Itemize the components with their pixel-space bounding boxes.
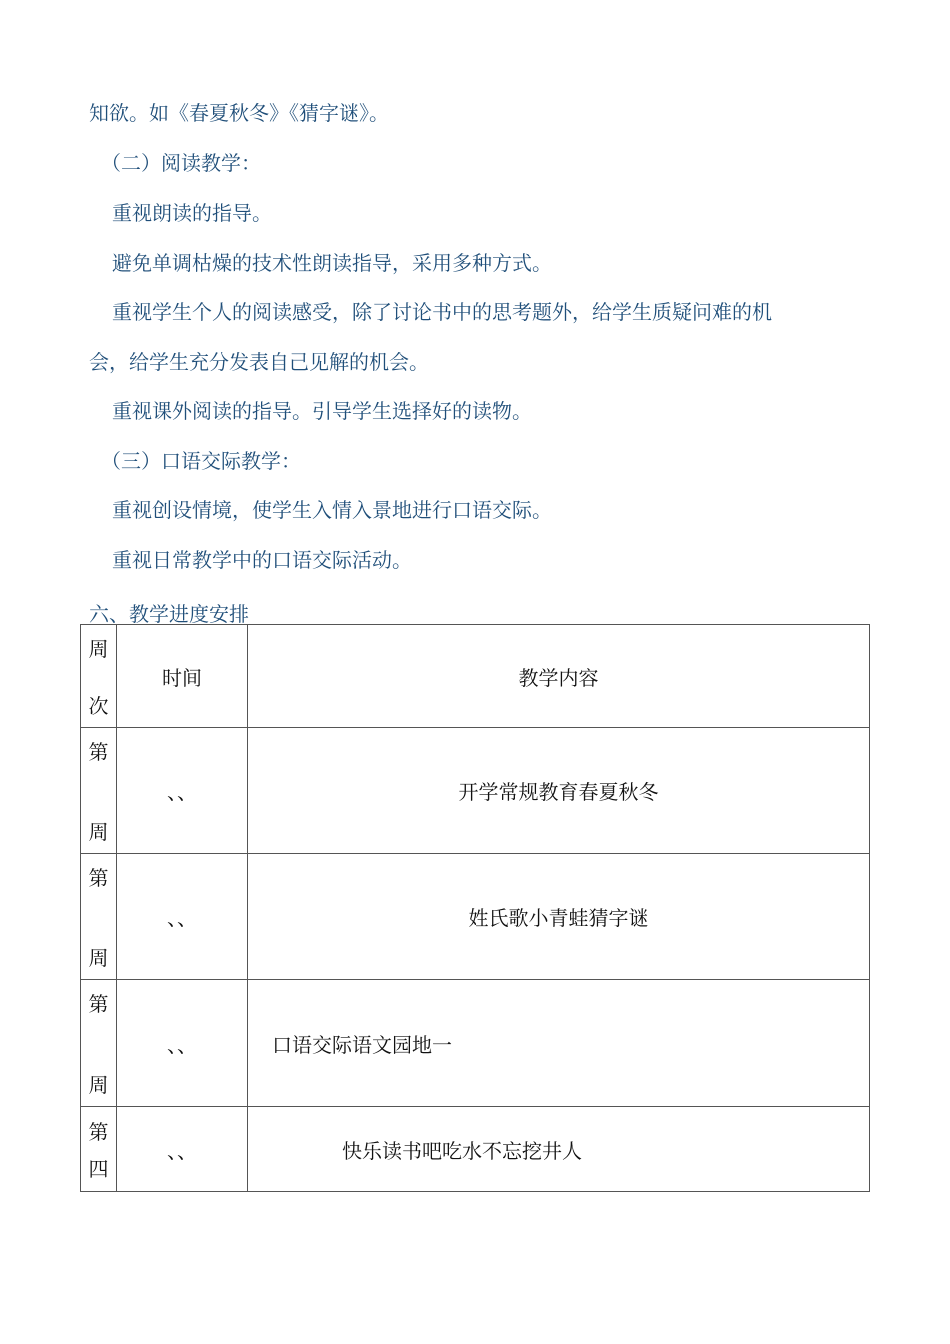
time-cell xyxy=(117,854,248,980)
week-top: 第 xyxy=(88,866,109,890)
section-heading: 六、教学进度安排 xyxy=(89,602,249,626)
header-week-cell xyxy=(81,625,117,728)
header-content: 教学内容 xyxy=(518,665,599,690)
time-cell xyxy=(117,728,248,854)
paragraph-line: 会，给学生充分发表自己见解的机会。 xyxy=(89,350,429,374)
table-row xyxy=(81,854,870,980)
content-cell xyxy=(248,1107,870,1192)
paragraph-line: 重视学生个人的阅读感受，除了讨论书中的思考题外，给学生质疑问难的机 xyxy=(112,300,772,324)
time-value: 、、 xyxy=(167,906,197,930)
schedule-table xyxy=(80,624,870,1192)
content-value: 姓氏歌小青蛙猜字谜 xyxy=(468,906,649,930)
content-value: 口语交际语文园地一 xyxy=(272,1032,452,1057)
header-time: 时间 xyxy=(162,665,202,690)
week-cell xyxy=(81,1107,117,1192)
time-value: 、、 xyxy=(167,1138,197,1163)
table-row xyxy=(81,1107,870,1192)
week-top: 第 xyxy=(88,740,109,764)
content-cell xyxy=(248,728,870,854)
subheading-reading: （二）阅读教学： xyxy=(101,151,261,175)
week-top: 第 xyxy=(88,992,109,1016)
content-value: 开学常规教育春夏秋冬 xyxy=(458,780,659,804)
content-cell xyxy=(248,980,870,1107)
time-cell xyxy=(117,1107,248,1192)
time-cell xyxy=(117,980,248,1107)
week-cell xyxy=(81,728,117,854)
paragraph-line: 知欲。如《春夏秋冬》《猜字谜》。 xyxy=(89,101,389,125)
week-bottom: 周 xyxy=(88,946,109,970)
week-cell xyxy=(81,854,117,980)
paragraph-line: 重视日常教学中的口语交际活动。 xyxy=(112,548,412,572)
table-header-row xyxy=(81,625,870,728)
paragraph-line: 避免单调枯燥的技术性朗读指导，采用多种方式。 xyxy=(112,251,552,275)
week-bottom: 周 xyxy=(88,820,109,844)
content-value: 快乐读书吧吃水不忘挖井人 xyxy=(342,1138,582,1163)
time-value: 、、 xyxy=(167,780,197,804)
week-bottom: 四 xyxy=(88,1157,109,1181)
header-content-cell xyxy=(248,625,870,728)
table-row xyxy=(81,980,870,1107)
header-week-bottom: 次 xyxy=(88,694,109,718)
week-top: 第 xyxy=(88,1120,109,1144)
header-week-top: 周 xyxy=(88,637,109,661)
paragraph-line: 重视课外阅读的指导。引导学生选择好的读物。 xyxy=(112,399,532,423)
subheading-oral: （三）口语交际教学： xyxy=(101,449,301,473)
week-bottom: 周 xyxy=(88,1073,109,1097)
paragraph-line: 重视创设情境，使学生入情入景地进行口语交际。 xyxy=(112,498,552,522)
week-cell xyxy=(81,980,117,1107)
table-row xyxy=(81,728,870,854)
time-value: 、、 xyxy=(167,1032,197,1057)
header-time-cell xyxy=(117,625,248,728)
content-cell xyxy=(248,854,870,980)
paragraph-line: 重视朗读的指导。 xyxy=(112,201,272,225)
